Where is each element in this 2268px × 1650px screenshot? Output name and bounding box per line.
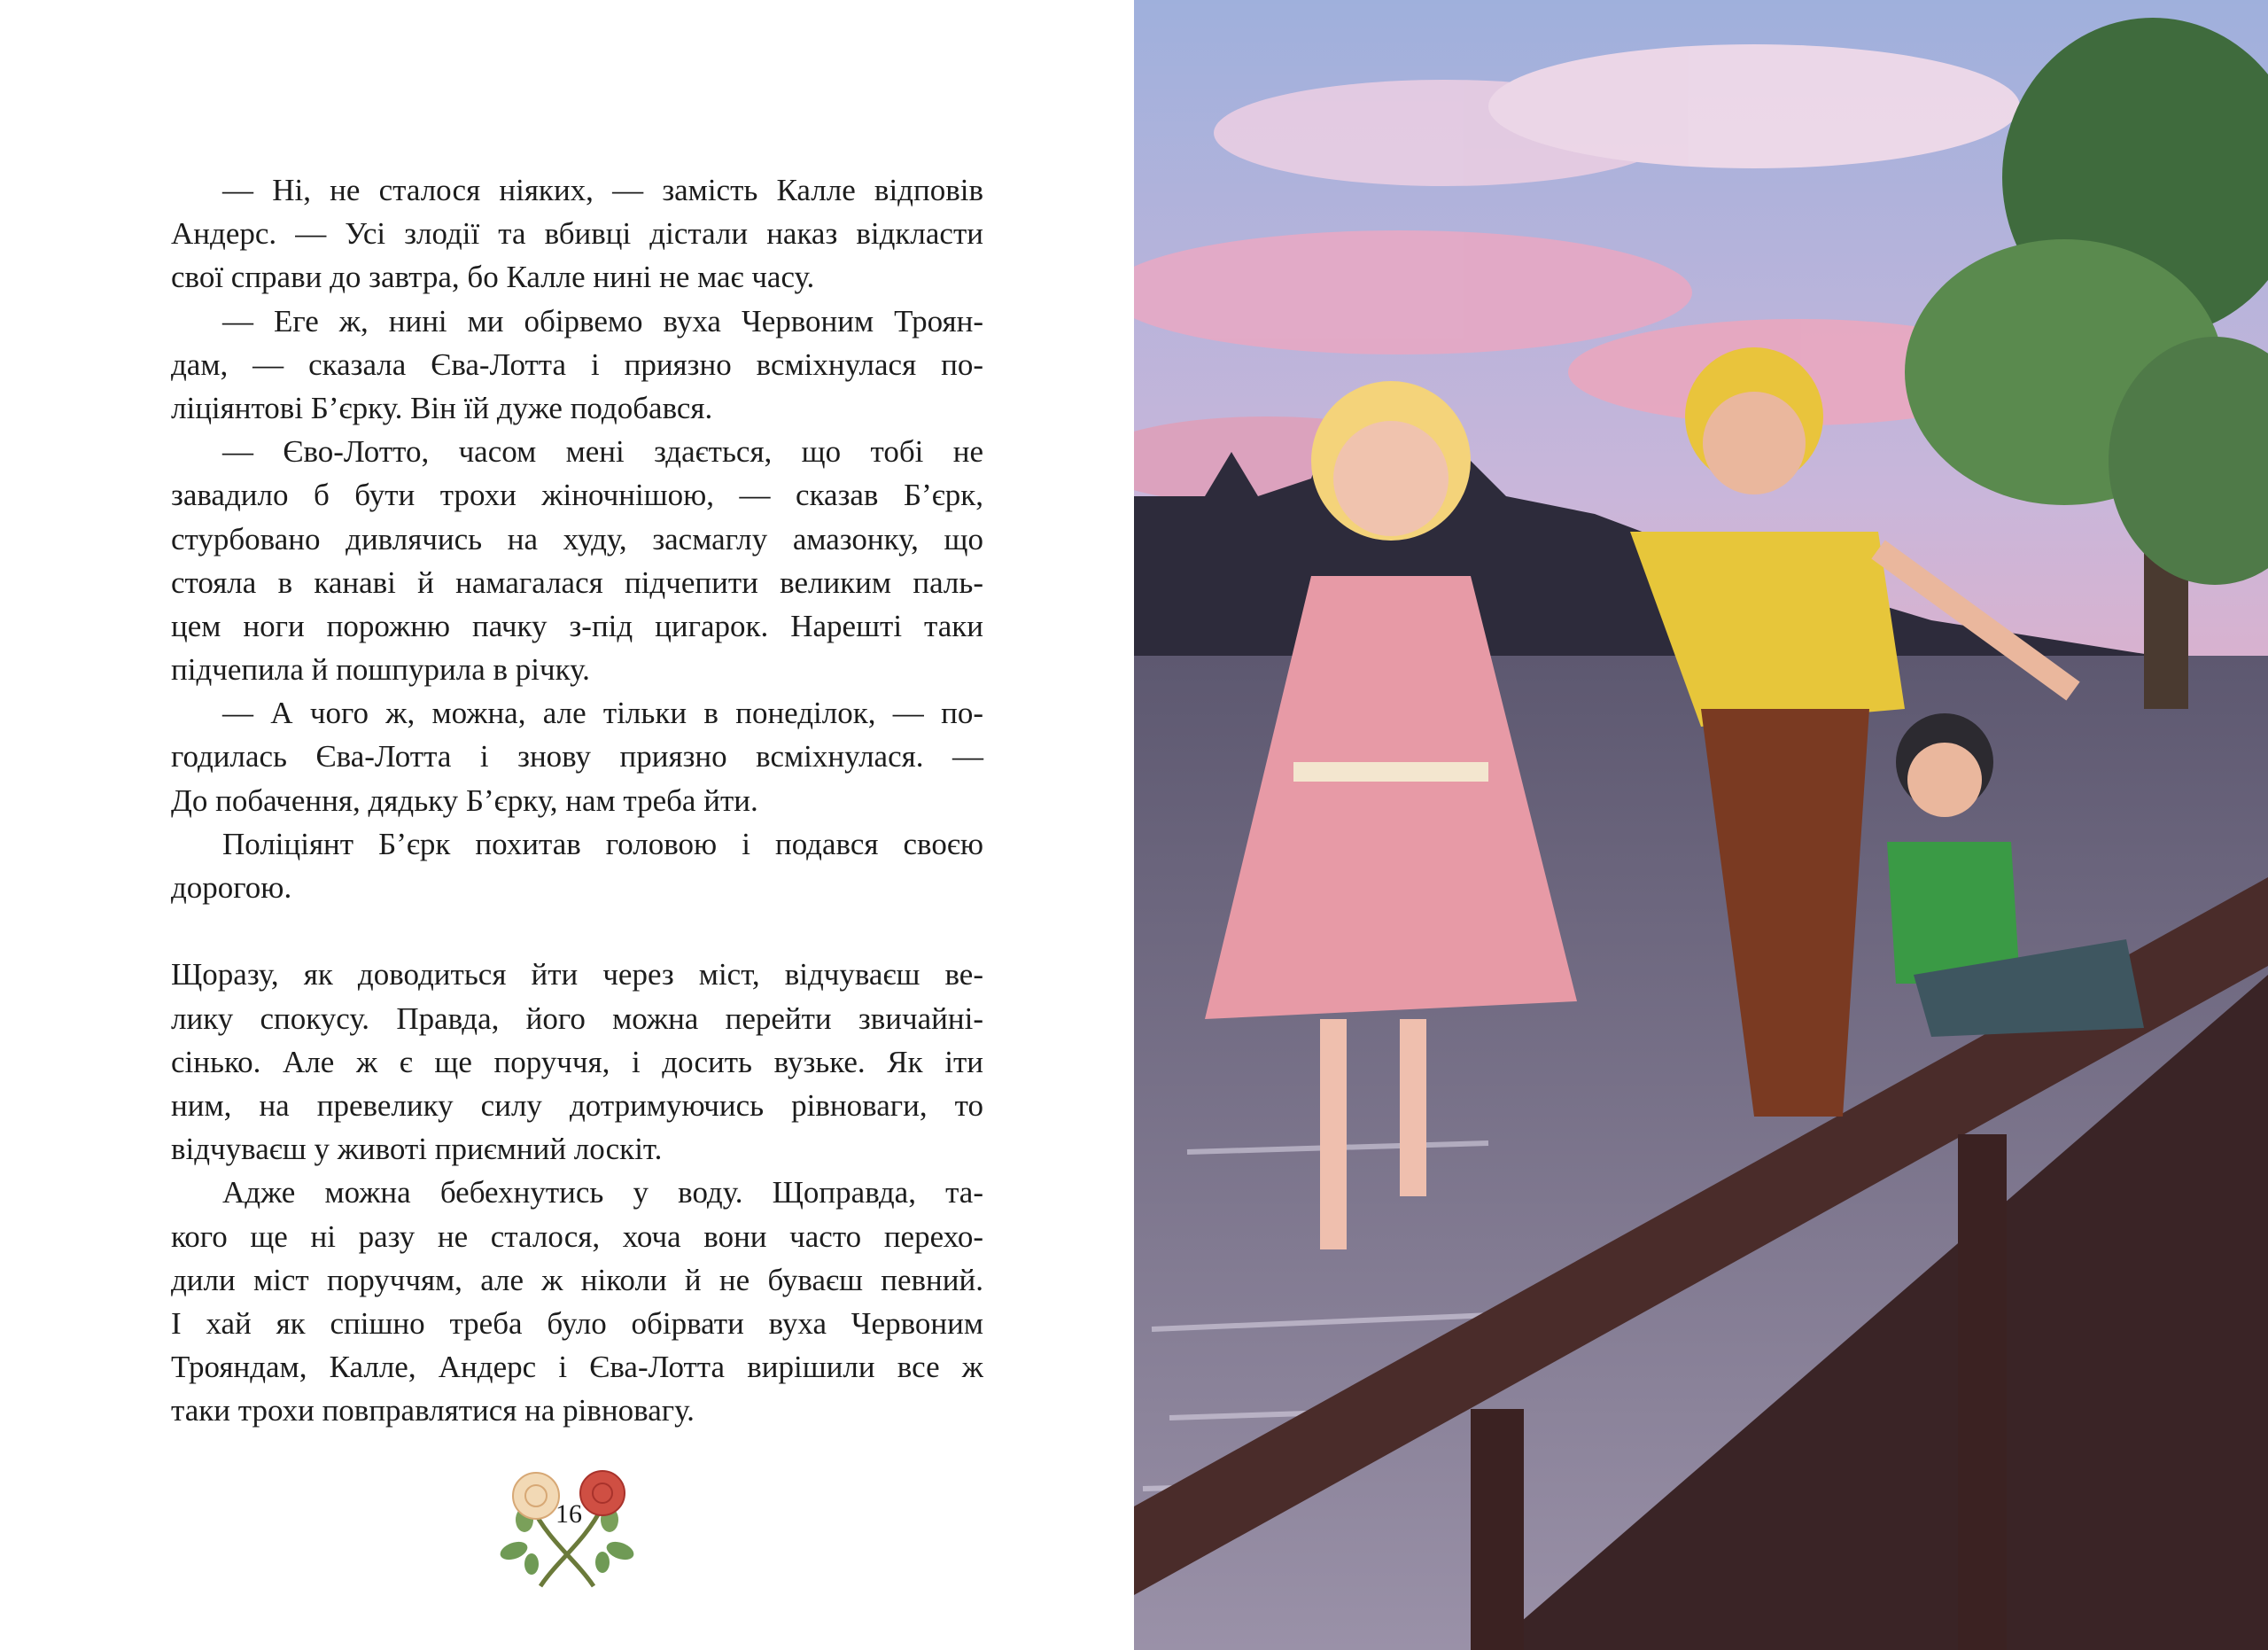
page-number: 16 xyxy=(555,1499,582,1529)
text-line: Трояндам, Калле, Андерс і Єва-Лотта вирішили все ж xyxy=(171,1350,983,1385)
text-line: — Єво-Лотто, часом мені здається, що тобі не xyxy=(222,434,983,470)
text-line: відчуваєш у животі приємний лоскіт. xyxy=(171,1132,663,1167)
text-line: — А чого ж, можна, але тільки в понеділок, — по- xyxy=(222,696,983,731)
text-line: І хай як спішно треба було обірвати вуха Червоним xyxy=(171,1305,983,1341)
rail-post xyxy=(1471,1409,1524,1650)
text-line: Андерс. — Усі злодії та вбивці дістали наказ відкласти xyxy=(171,216,983,252)
text-line: сінько. Але ж є ще поруччя, і досить вузьке. Як іти xyxy=(171,1044,983,1079)
body-text xyxy=(171,168,983,1432)
text-line: Щоразу, як доводиться йти через міст, відчуваєш ве- xyxy=(171,957,983,992)
text-line: До побачення, дядьку Б’єрку, нам треба йти. xyxy=(171,782,758,818)
text-line: дорогою. xyxy=(171,870,292,905)
bridge-illustration xyxy=(1134,0,2268,1650)
paragraph xyxy=(171,822,983,909)
paragraph xyxy=(171,691,983,822)
text-line: дам, — сказала Єва-Лотта і приязно всміхнулася по- xyxy=(171,346,983,382)
text-line: лику спокусу. Правда, його можна перейти звичайні- xyxy=(171,1000,983,1036)
text-line: цем ноги порожню пачку з-під цигарок. Нарешті таки xyxy=(171,608,983,643)
text-line: підчепила й пошпурила в річку. xyxy=(171,652,590,688)
illustration xyxy=(1134,0,2268,1650)
paragraph xyxy=(171,300,983,431)
text-line: Адже можна бебехнутись у воду. Щоправда, та- xyxy=(222,1175,983,1210)
text-line: ним, на превелику силу дотримуючись рівноваги, то xyxy=(171,1087,983,1123)
text-line: таки трохи повправлятися на рівновагу. xyxy=(171,1393,695,1428)
text-line: стурбовано дивлячись на худу, засмаглу амазонку, що xyxy=(171,521,983,556)
text-line: завадило б бути трохи жіночнішою, — сказав Б’єрк, xyxy=(171,478,983,513)
text-line: — Еге ж, нині ми обірвемо вуха Червоним Троян- xyxy=(222,303,983,339)
text-line: ліціянтові Б’єрку. Він їй дуже подобався. xyxy=(171,390,713,425)
page-number-ornament xyxy=(487,1453,647,1595)
text-line: Поліціянт Б’єрк похитав головою і подався своєю xyxy=(222,826,983,861)
paragraph xyxy=(171,430,983,691)
text-line: свої справи до завтра, бо Калле нині не має часу. xyxy=(171,260,815,295)
paragraph xyxy=(171,953,983,1171)
text-line: стояла в канаві й намагалася підчепити великим паль- xyxy=(171,564,983,600)
text-line: годилась Єва-Лотта і знову приязно всміхнулася. — xyxy=(171,739,983,774)
text-line: дили міст поруччям, але ж ніколи й не буваєш певний. xyxy=(171,1262,983,1297)
rail-post xyxy=(1958,1134,2007,1650)
paragraph xyxy=(171,1171,983,1432)
text-line: кого ще ні разу не сталося, хоча вони часто перехо- xyxy=(171,1218,983,1254)
section-break xyxy=(171,909,983,953)
text-line: — Ні, не сталося ніяких, — замість Калле відповів xyxy=(222,173,983,207)
paragraph xyxy=(171,168,983,300)
